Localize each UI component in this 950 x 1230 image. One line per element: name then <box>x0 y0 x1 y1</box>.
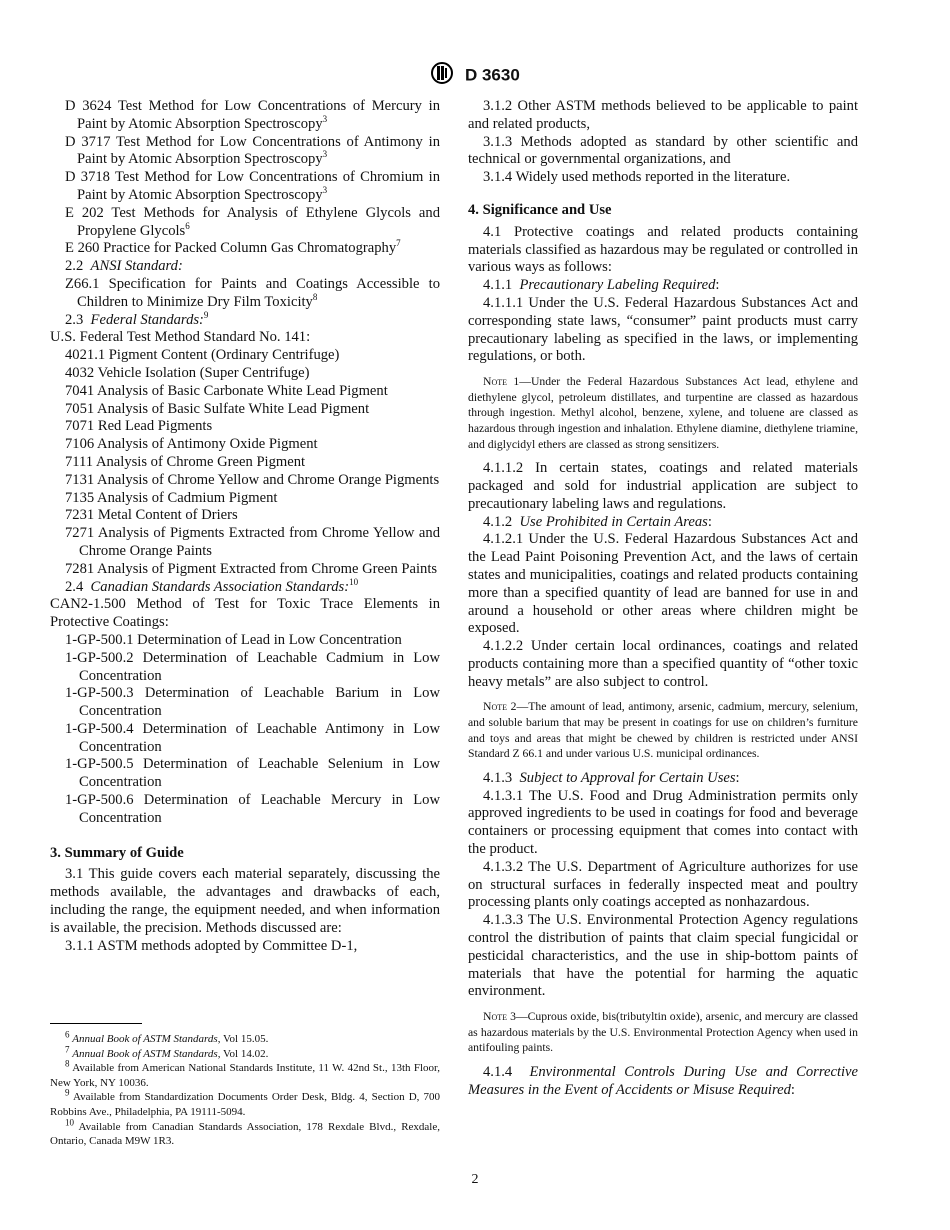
document-designation: D 3630 <box>464 65 520 85</box>
ansi-reference: Z66.1 Specification for Paints and Coatings Accessible to Children to Minimize Dry Film Toxicity$^8$ <box>65 275 440 310</box>
astm-logo-icon <box>430 62 454 89</box>
paragraph-4-1-3-1: 4.1.3.1 The U.S. Food and Drug Administration permits only approved ingredients to be used in coatings for food and beverage containers or processing equipment that comes into contact with the product. <box>468 787 858 858</box>
reference-item: D 3717 Test Method for Low Concentrations of Antimony in Paint by Atomic Absorption Spectroscopy$^3$ <box>65 133 440 168</box>
section-4-title: 4. Significance and Use <box>468 201 612 218</box>
footnote: $^8$ Available from American National Standards Institute, 11 W. 42nd St., 13th Floor, New York, NY 10036. <box>50 1058 440 1089</box>
federal-item: 7041 Analysis of Basic Carbonate White Lead Pigment <box>65 382 388 399</box>
canadian-item: 1-GP-500.1 Determination of Lead in Low Concentration <box>65 631 402 648</box>
reference-item: D 3718 Test Method for Low Concentrations of Chromium in Paint by Atomic Absorption Spectroscopy$^3$ <box>65 169 440 203</box>
section-3-title: 3. Summary of Guide <box>50 844 184 861</box>
federal-item: 4032 Vehicle Isolation (Super Centrifuge) <box>65 364 310 381</box>
federal-items <box>50 347 440 578</box>
note-3: Note 3—Cuprous oxide, bis(tributyltin oxide), arsenic, and mercury are classed as hazardous materials by the U.S. Environmental Protection Agency when used in antifouling paints. <box>468 1010 858 1055</box>
footnote-divider <box>50 1023 142 1024</box>
note-2: Note 2—The amount of lead, antimony, arsenic, cadmium, mercury, selenium, and soluble barium that may be present in coatings for use on children’s furniture and toys and areas that might be chewed by children is restricted under ANSI Standard Z 66.1 and under various U.S. municipal ordinances. <box>468 700 858 761</box>
paragraph-3-1-3: 3.1.3 Methods adopted as standard by other scientific and technical or governmental organizations, and <box>468 133 858 168</box>
heading-4-1-2: 4.1.2 Use Prohibited in Certain Areas: <box>483 513 712 530</box>
page-header <box>0 62 950 89</box>
reference-item: E 260 Practice for Packed Column Gas Chromatography$^7$ <box>65 238 401 257</box>
federal-item: 7131 Analysis of Chrome Yellow and Chrome Orange Pigments <box>65 471 440 488</box>
canadian-item: 1-GP-500.6 Determination of Leachable Mercury in Low Concentration <box>65 792 440 826</box>
canadian-items <box>50 632 440 828</box>
federal-item: 7135 Analysis of Cadmium Pigment <box>65 489 278 506</box>
federal-item: 7071 Red Lead Pigments <box>65 418 213 435</box>
paragraph-4-1-1-1: 4.1.1.1 Under the U.S. Federal Hazardous Substances Act and corresponding state laws, “consumer” paint products must carry precautionary labeling as specified in the laws, or implementing regulations, or both. <box>468 294 858 365</box>
heading-2-2: 2.2 ANSI Standard: <box>65 258 183 275</box>
heading-4-1-1: 4.1.1 Precautionary Labeling Required: <box>483 277 720 294</box>
canadian-item: 1-GP-500.2 Determination of Leachable Cadmium in Low Concentration <box>65 649 440 684</box>
paragraph-4-1-3-3: 4.1.3.3 The U.S. Environmental Protection Agency regulations control the distribution of paints that claim special fungicidal or pesticidal characteristics, and the use in ship-bottom paints of materials that have the potential for harming the aquatic environment. <box>468 912 858 1000</box>
federal-standard-title: U.S. Federal Test Method Standard No. 141: <box>50 329 311 346</box>
paragraph-4-1-2-2: 4.1.2.2 Under certain local ordinances, coatings and related products containing more than a specified quantity of “other toxic heavy metals” are also subject to control. <box>468 638 858 690</box>
footnote: $^{10}$ Available from Canadian Standards Association, 178 Rexdale Blvd., Rexdale, Ontario, Canada M9W 1R3. <box>50 1116 440 1148</box>
page-number: 2 <box>471 1172 479 1187</box>
footnote: $^7$ Annual Book of ASTM Standards, Vol 14.02. <box>65 1043 269 1060</box>
footnote: $^6$ Annual Book of ASTM Standards, Vol 15.05. <box>65 1029 269 1045</box>
left-column <box>50 98 440 955</box>
canadian-item: 1-GP-500.4 Determination of Leachable Antimony in Low Concentration <box>65 720 440 755</box>
canadian-item: 1-GP-500.5 Determination of Leachable Selenium in Low Concentration <box>65 756 440 791</box>
footnote: $^9$ Available from Standardization Documents Order Desk, Bldg. 4, Section D, 700 Robbins Ave., Philadelphia, PA 19111-5094. <box>50 1087 440 1118</box>
federal-item: 7271 Analysis of Pigments Extracted from Chrome Yellow and Chrome Orange Paints <box>65 525 440 559</box>
heading-2-4: 2.4 Canadian Standards Association Standards:$^{10}$ <box>65 576 359 595</box>
footnotes <box>50 1029 440 1149</box>
heading-4-1-3: 4.1.3 Subject to Approval for Certain Uses: <box>483 769 740 786</box>
canadian-standard-title: CAN2-1.500 Method of Test for Toxic Trace Elements in Protective Coatings: <box>50 596 440 631</box>
reference-item: E 202 Test Methods for Analysis of Ethylene Glycols and Propylene Glycols$^6$ <box>65 204 440 239</box>
paragraph-3-1-2: 3.1.2 Other ASTM methods believed to be applicable to paint and related products, <box>468 98 858 132</box>
heading-2-3: 2.3 Federal Standards:$^9$ <box>65 309 209 328</box>
paragraph-3-1: 3.1 This guide covers each material separately, discussing the methods available, the advantages and drawbacks of each, including the range, the equipment needed, and when information is available, the precision. Methods discussed are: <box>50 866 440 936</box>
right-column <box>468 98 858 1100</box>
astm-references <box>50 98 440 258</box>
paragraph-4-1-2-1: 4.1.2.1 Under the U.S. Federal Hazardous Substances Act and the Lead Paint Poisoning Prevention Act, and the laws of certain states and municipalities, coatings and related products containing more than a specified quantity of lead are banned for use in and around a household or other areas where children might be exposed. <box>468 531 858 637</box>
federal-item: 7231 Metal Content of Driers <box>65 507 238 524</box>
paragraph-4-1-3-2: 4.1.3.2 The U.S. Department of Agriculture authorizes for use on structural surfaces in federally inspected meat and poultry processing plants only coatings accepted as nonhazardous. <box>468 858 858 911</box>
federal-item: 7106 Analysis of Antimony Oxide Pigment <box>65 436 318 453</box>
federal-item: 4021.1 Pigment Content (Ordinary Centrifuge) <box>65 347 340 364</box>
heading-4-1-4: 4.1.4 Environmental Controls During Use and Corrective Measures in the Event of Accidents or Misuse Required: <box>468 1064 859 1098</box>
federal-item: 7051 Analysis of Basic Sulfate White Lead Pigment <box>65 400 370 417</box>
paragraph-3-1-1: 3.1.1 ASTM methods adopted by Committee D-1, <box>65 937 358 954</box>
paragraph-3-1-4: 3.1.4 Widely used methods reported in the literature. <box>483 169 791 186</box>
paragraph-4-1-1-2: 4.1.1.2 In certain states, coatings and related materials packaged and sold for industrial application are subject to precautionary labeling laws and regulations. <box>468 460 858 512</box>
reference-item: D 3624 Test Method for Low Concentrations of Mercury in Paint by Atomic Absorption Spectroscopy$^3$ <box>65 98 440 132</box>
paragraph-4-1: 4.1 Protective coatings and related products containing materials classified as hazardous may be regulated or controlled in various ways as follows: <box>468 223 858 276</box>
federal-item: 7281 Analysis of Pigment Extracted from Chrome Green Paints <box>65 560 438 577</box>
federal-item: 7111 Analysis of Chrome Green Pigment <box>65 453 306 470</box>
canadian-item: 1-GP-500.3 Determination of Leachable Barium in Low Concentration <box>65 685 440 720</box>
note-1: Note 1—Under the Federal Hazardous Substances Act lead, ethylene and diethylene glycol, petroleum distillates, and turpentine are classed as hazardous through ingestion. Methyl alcohol, benzene, xylene, and toluene are classed as hazardous through ingestion and inhalation. Ethylene diamine, diethylene triamine, and diglycidyl ethers are classed as strong sensitizers. <box>468 375 858 451</box>
